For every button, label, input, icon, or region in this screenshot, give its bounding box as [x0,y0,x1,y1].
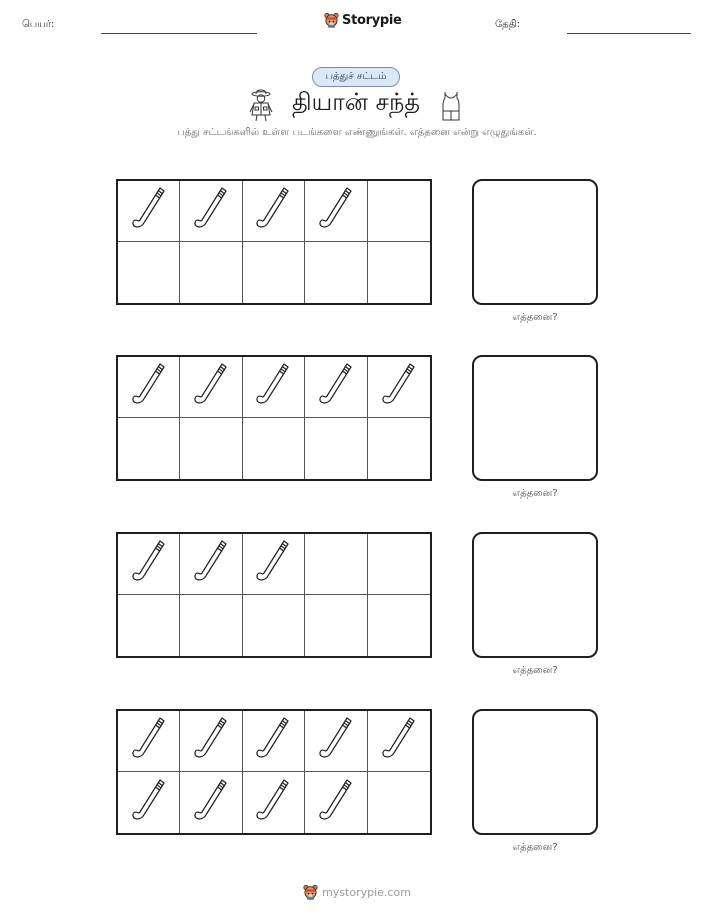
ten-frame-cell [305,418,367,479]
ten-frame-cell [243,534,305,595]
answer-box-4[interactable] [472,709,598,835]
ten-frame-cell [305,711,367,772]
sports-vest-icon [440,90,462,122]
footer [0,884,714,900]
ten-frame-cell [243,181,305,242]
ten-frame-cell [368,242,430,303]
ten-frame-cell [180,418,242,479]
how-many-label-4: எத்தனை? [512,842,558,853]
hockey-stick-icon [253,185,293,237]
ten-frame-cell [180,772,242,833]
brand-name: Storypie [342,12,402,28]
hockey-stick-icon [129,538,169,590]
answer-box-3[interactable] [472,532,598,658]
ten-frame-cell [368,534,430,595]
hockey-stick-icon [253,777,293,829]
hockey-stick-icon [129,777,169,829]
hockey-stick-icon [191,185,231,237]
worksheet-type-badge: பத்துச் சட்டம் [312,67,400,87]
ten-frame-cell [368,772,430,833]
footer-url: mystorypie.com [322,885,411,899]
hockey-stick-icon [253,361,293,413]
ten-frame-cell [118,181,180,242]
ten-frame-cell [305,357,367,418]
hockey-stick-icon [129,715,169,767]
hockey-stick-icon [191,538,231,590]
ten-frame-cell [305,181,367,242]
ten-frame-cell [243,357,305,418]
hockey-stick-icon [379,715,419,767]
hockey-stick-icon [191,777,231,829]
ten-frame-cell [243,595,305,656]
date-label: தேதி: [495,19,521,30]
ten-frame-cell [118,711,180,772]
hockey-stick-icon [316,777,356,829]
worksheet-title: தியான் சந்த் [292,88,421,116]
ten-frame-cell [243,711,305,772]
ten-frame-cell [368,711,430,772]
name-label: பெயர்: [22,19,55,30]
ten-frame-cell [368,418,430,479]
hockey-stick-icon [129,361,169,413]
hockey-stick-icon [191,715,231,767]
ten-frame-cell [180,534,242,595]
ten-frame-2 [116,355,432,481]
ten-frame-cell [243,242,305,303]
ten-frame-cell [305,242,367,303]
ten-frame-cell [368,357,430,418]
brand-logo [324,12,402,28]
ten-frame-cell [118,418,180,479]
name-field-line[interactable] [101,33,257,34]
date-field-line[interactable] [567,33,691,34]
ten-frame-cell [118,242,180,303]
ten-frame-3 [116,532,432,658]
hockey-stick-icon [253,538,293,590]
bear-mascot-icon [303,884,318,900]
ten-frame-cell [118,357,180,418]
ten-frame-cell [118,595,180,656]
explorer-character-icon [248,89,274,122]
hockey-stick-icon [253,715,293,767]
hockey-stick-icon [191,361,231,413]
ten-frame-cell [305,772,367,833]
answer-box-1[interactable] [472,179,598,305]
ten-frame-cell [180,711,242,772]
ten-frame-cell [180,242,242,303]
how-many-label-3: எத்தனை? [512,665,558,676]
answer-box-2[interactable] [472,355,598,481]
ten-frame-cell [243,418,305,479]
hockey-stick-icon [129,185,169,237]
hockey-stick-icon [316,185,356,237]
ten-frame-cell [368,595,430,656]
how-many-label-1: எத்தனை? [512,312,558,323]
ten-frame-cell [180,181,242,242]
ten-frame-1 [116,179,432,305]
bear-mascot-icon [324,12,339,28]
ten-frame-cell [118,534,180,595]
ten-frame-cell [180,595,242,656]
ten-frame-cell [243,772,305,833]
hockey-stick-icon [316,715,356,767]
hockey-stick-icon [379,361,419,413]
ten-frame-cell [180,357,242,418]
ten-frame-cell [118,772,180,833]
ten-frame-cell [305,534,367,595]
ten-frame-cell [305,595,367,656]
how-many-label-2: எத்தனை? [512,488,558,499]
hockey-stick-icon [316,361,356,413]
ten-frame-4 [116,709,432,835]
instructions-text: பத்து சட்டங்களில் உள்ள படங்களை எண்ணுங்கள். எத்தனை என்று எழுதுங்கள். [177,127,537,138]
ten-frame-cell [368,181,430,242]
